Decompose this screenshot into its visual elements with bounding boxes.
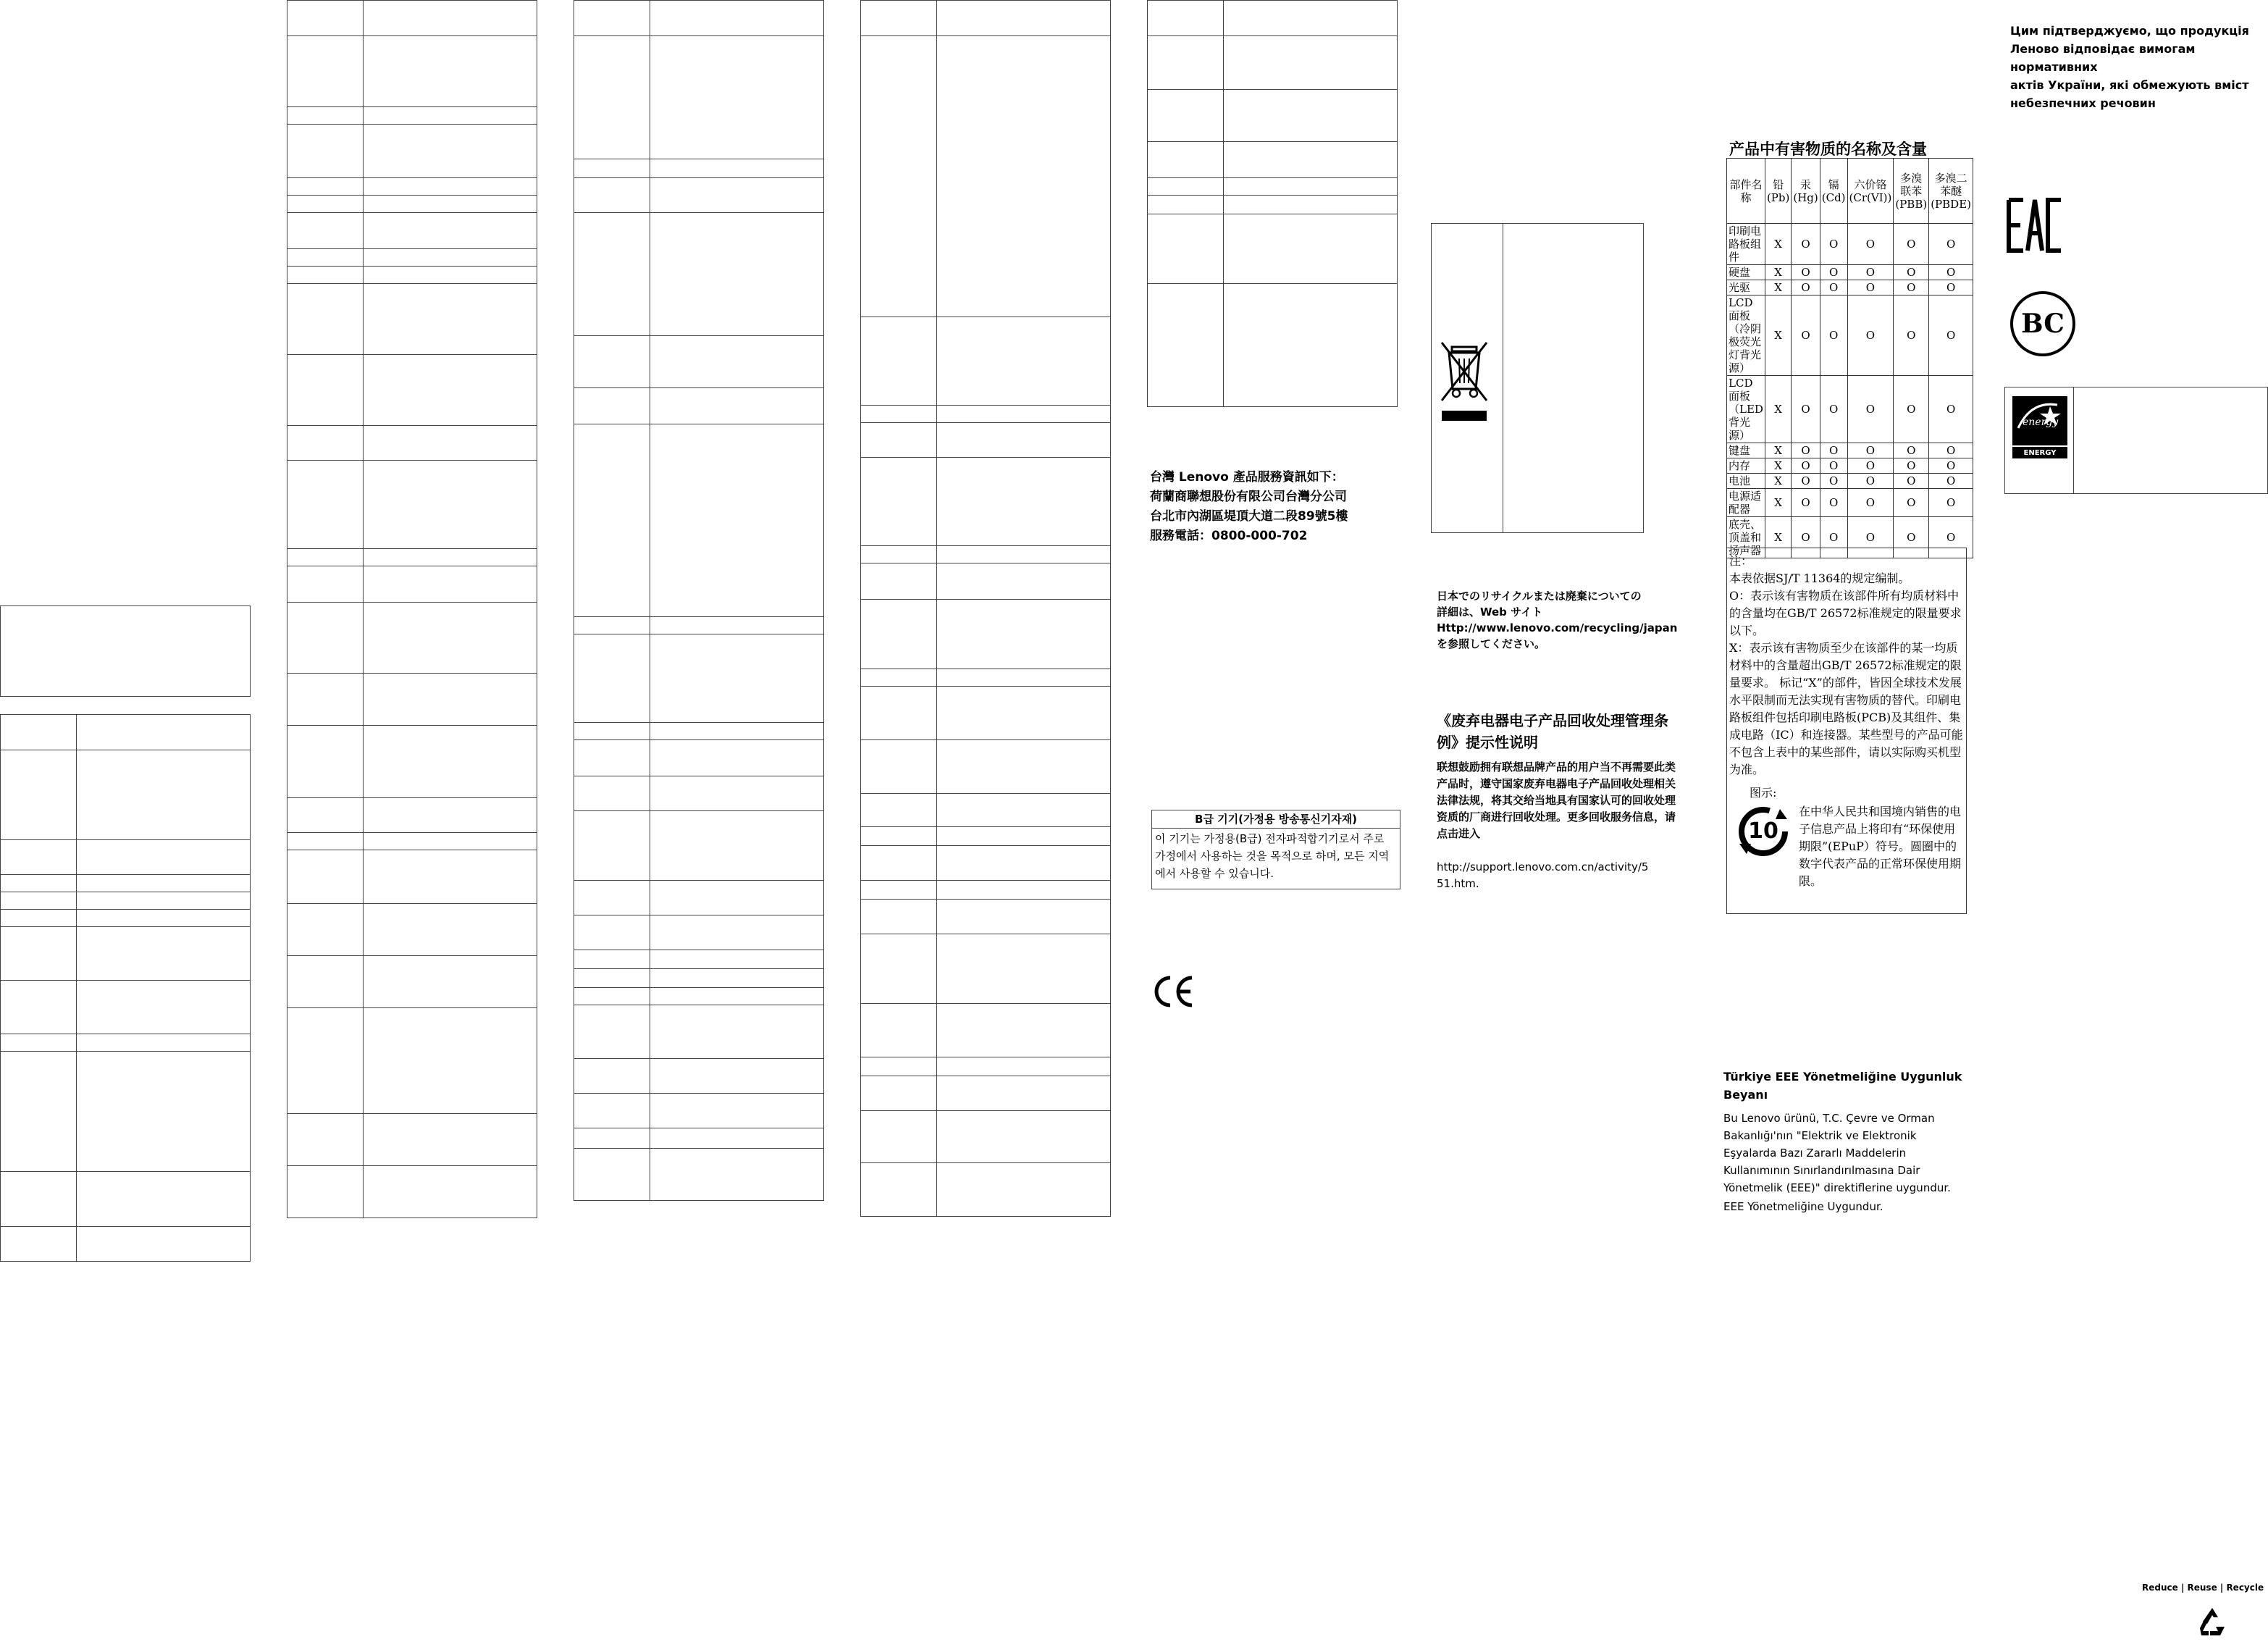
rohs-value: O xyxy=(1820,265,1847,280)
rohs-value: O xyxy=(1847,265,1894,280)
recycle-icon xyxy=(2194,1604,2230,1640)
rohs-value: O xyxy=(1847,296,1894,376)
rohs-value: O xyxy=(1820,443,1847,458)
rohs-title: 产品中有害物质的名称及含量 xyxy=(1729,141,1927,158)
table-column-3 xyxy=(574,0,824,1201)
rohs-part-name: 光驱 xyxy=(1727,280,1765,296)
rohs-value: O xyxy=(1792,489,1820,517)
rohs-value: X xyxy=(1765,280,1791,296)
rohs-part-name: 硬盘 xyxy=(1727,265,1765,280)
rohs-value: O xyxy=(1847,280,1894,296)
empty-box-left xyxy=(0,605,251,697)
rohs-row xyxy=(1727,474,1973,489)
rohs-value: O xyxy=(1792,376,1820,443)
rohs-value: O xyxy=(1894,376,1929,443)
china-weee-link[interactable]: http://support.lenovo.com.cn/activity/551.htm. xyxy=(1437,860,1649,890)
rohs-header-pbb: 多溴 联苯 (PBB) xyxy=(1894,159,1929,224)
rohs-value: O xyxy=(1929,376,1973,443)
rohs-value: O xyxy=(1894,296,1929,376)
rohs-value: O xyxy=(1929,474,1973,489)
rohs-value: O xyxy=(1792,280,1820,296)
turkey-body: Bu Lenovo ürünü, T.C. Çevre ve Orman Bakanlığı'nın "Elektrik ve Elektronik Eşyalarda Bazı Zararlı Maddelerin Kullanımının Sınırlandırılmasına Dair Yönetmelik (EEE)" direktiflerine uygundur. xyxy=(1723,1112,1951,1194)
rohs-part-name: 键盘 xyxy=(1727,443,1765,458)
rohs-value: O xyxy=(1820,280,1847,296)
rohs-row xyxy=(1727,296,1973,376)
bc-label: BC xyxy=(2021,309,2065,339)
rohs-note-o: O：表示该有害物质在该部件所有均质材料中的含量均在GB/T 26572标准规定的限量要求以下。 xyxy=(1729,589,1962,637)
rohs-part-name: 内存 xyxy=(1727,458,1765,474)
epup-description: 在中华人民共和国境内销售的电子信息产品上将印有“环保使用期限”(EPuP）符号。圆圈中的数字代表产品的正常环保使用期限。 xyxy=(1799,805,1962,888)
rohs-part-name: LCD 面板（LED背光源） xyxy=(1727,376,1765,443)
ukraine-declaration: Цим підтверджуємо, що продукція Леново відповідає вимогам нормативних актів України, які обмежують вміст небезпечних речовин xyxy=(2010,24,2249,110)
rohs-value: O xyxy=(1847,224,1894,265)
table-column-5 xyxy=(1147,0,1398,407)
rohs-value: O xyxy=(1894,443,1929,458)
rohs-row xyxy=(1727,489,1973,517)
energy-star-label: ENERGY STAR xyxy=(2012,445,2067,473)
rohs-table xyxy=(1726,158,1973,558)
rohs-value: O xyxy=(1847,489,1894,517)
rohs-row xyxy=(1727,265,1973,280)
rohs-row xyxy=(1727,280,1973,296)
rohs-value: O xyxy=(1929,517,1973,558)
rohs-value: O xyxy=(1820,489,1847,517)
korea-title: B급 기기(가정용 방송통신기자재) xyxy=(1152,810,1400,829)
crossed-bin-icon xyxy=(1437,340,1492,425)
japan-recycling-info: 日本でのリサイクルまたは廃棄についての 詳細は、Web サイト Http://www.lenovo.com/recycling/japan を参照してください。 xyxy=(1437,590,1678,650)
rohs-value: O xyxy=(1820,376,1847,443)
rohs-value: O xyxy=(1929,265,1973,280)
rohs-value: X xyxy=(1765,376,1791,443)
rohs-value: X xyxy=(1765,474,1791,489)
rohs-note-x: X：表示该有害物质至少在该部件的某一均质材料中的含量超出GB/T 26572标准规定的限量要求。 标记“X”的部件，皆因全球技术发展水平限制而无法实现有害物质的替代。印刷电路板组件包括印刷电路板(PCB)及其组件、集成电路（IC）和连接器。某些型号的产品可能不包含上表中的某些部件，请以实际购买机型为准。 xyxy=(1729,641,1963,776)
rohs-value: O xyxy=(1929,443,1973,458)
rohs-header-pb: 铅 (Pb) xyxy=(1765,159,1791,224)
rohs-part-name: 底壳、顶盖和扬声器 xyxy=(1727,517,1765,558)
rohs-value: O xyxy=(1929,280,1973,296)
rohs-header-cd: 镉 (Cd) xyxy=(1820,159,1847,224)
korea-class-b-box xyxy=(1151,810,1400,889)
rohs-value: O xyxy=(1894,517,1929,558)
rohs-value: O xyxy=(1929,458,1973,474)
rohs-value: X xyxy=(1765,458,1791,474)
energy-star-logo xyxy=(2012,396,2067,470)
korea-body: 이 기기는 가정용(B급) 전자파적합기기로서 주로 가정에서 사용하는 것을 목적으로 하며, 모든 지역에서 사용할 수 있습니다. xyxy=(1155,832,1390,880)
table-column-1 xyxy=(0,714,251,1262)
rohs-header-pbde: 多溴二 苯醚 (PBDE) xyxy=(1929,159,1973,224)
rohs-value: O xyxy=(1847,376,1894,443)
rohs-value: O xyxy=(1792,296,1820,376)
rohs-value: O xyxy=(1929,489,1973,517)
rohs-value: X xyxy=(1765,443,1791,458)
rohs-value: O xyxy=(1820,458,1847,474)
rohs-part-name: LCD 面板（冷阴极荧光灯背光源） xyxy=(1727,296,1765,376)
table-column-2 xyxy=(287,0,537,1218)
rohs-value: O xyxy=(1820,224,1847,265)
rohs-notes-label: 注： xyxy=(1729,554,1753,568)
rohs-value: O xyxy=(1894,224,1929,265)
rohs-value: O xyxy=(1792,458,1820,474)
rohs-notes xyxy=(1726,548,1967,914)
rohs-value: O xyxy=(1894,265,1929,280)
rohs-value: O xyxy=(1792,224,1820,265)
rohs-part-name: 电源适配器 xyxy=(1727,489,1765,517)
eac-mark xyxy=(2006,197,2064,253)
rohs-part-name: 电池 xyxy=(1727,474,1765,489)
rohs-header-hg: 汞 (Hg) xyxy=(1792,159,1820,224)
turkey-footer: EEE Yönetmeliğine Uygundur. xyxy=(1723,1200,1883,1213)
rohs-row xyxy=(1727,458,1973,474)
china-weee-body: 联想鼓励拥有联想品牌产品的用户当不再需要此类产品时，遵守国家废弃电器电子产品回收处理相关法律法规，将其交给当地具有国家认可的回收处理资质的厂商进行回收处理。更多回收服务信息，请点击进入 xyxy=(1437,760,1676,840)
rohs-value: O xyxy=(1847,458,1894,474)
rohs-value: O xyxy=(1792,517,1820,558)
rohs-value: O xyxy=(1792,265,1820,280)
rohs-value: O xyxy=(1894,489,1929,517)
rohs-value: O xyxy=(1792,443,1820,458)
china-weee-title: 《废弃电器电子产品回收处理管理条例》提示性说明 xyxy=(1437,712,1668,751)
rohs-value: O xyxy=(1929,224,1973,265)
reduce-reuse-recycle: Reduce | Reuse | Recycle xyxy=(2142,1583,2264,1593)
rohs-row xyxy=(1727,443,1973,458)
rohs-row xyxy=(1727,224,1973,265)
rohs-value: X xyxy=(1765,224,1791,265)
rohs-value: O xyxy=(1820,296,1847,376)
rohs-value: O xyxy=(1929,296,1973,376)
rohs-value: O xyxy=(1847,474,1894,489)
rohs-value: O xyxy=(1820,474,1847,489)
rohs-header-part: 部件名称 xyxy=(1727,159,1765,224)
rohs-value: X xyxy=(1765,517,1791,558)
rohs-value: O xyxy=(1894,474,1929,489)
rohs-row xyxy=(1727,376,1973,443)
bc-mark xyxy=(2010,291,2075,356)
rohs-header-cr: 六价铬 (Cr(VI)) xyxy=(1847,159,1894,224)
weee-box xyxy=(1431,223,1644,533)
epup-number: 10 xyxy=(1748,818,1778,844)
energy-star-box xyxy=(2004,387,2268,494)
turkey-title: Türkiye EEE Yönetmeliğine Uygunluk Beyanı xyxy=(1723,1070,1962,1102)
rohs-value: O xyxy=(1894,458,1929,474)
rohs-value: O xyxy=(1847,443,1894,458)
ce-mark xyxy=(1151,975,1196,1008)
rohs-part-name: 印刷电路板组件 xyxy=(1727,224,1765,265)
rohs-value: O xyxy=(1820,517,1847,558)
rohs-value: X xyxy=(1765,296,1791,376)
svg-text:energy: energy xyxy=(2023,416,2059,428)
rohs-value: X xyxy=(1765,265,1791,280)
rohs-value: O xyxy=(1792,474,1820,489)
rohs-figure-label: 图示: xyxy=(1750,786,1777,800)
epup-icon xyxy=(1735,803,1792,860)
rohs-value: O xyxy=(1894,280,1929,296)
rohs-value: X xyxy=(1765,489,1791,517)
rohs-note-standard: 本表依据SJ/T 11364的规定编制。 xyxy=(1729,571,1910,585)
rohs-value: O xyxy=(1847,517,1894,558)
taiwan-service-info: 台灣 Lenovo 產品服務資訊如下： 荷蘭商聯想股份有限公司台灣分公司 台北市內湖區堤頂大道二段89號5樓 服務電話：0800-000-702 xyxy=(1150,470,1348,543)
table-column-4 xyxy=(860,0,1111,1217)
